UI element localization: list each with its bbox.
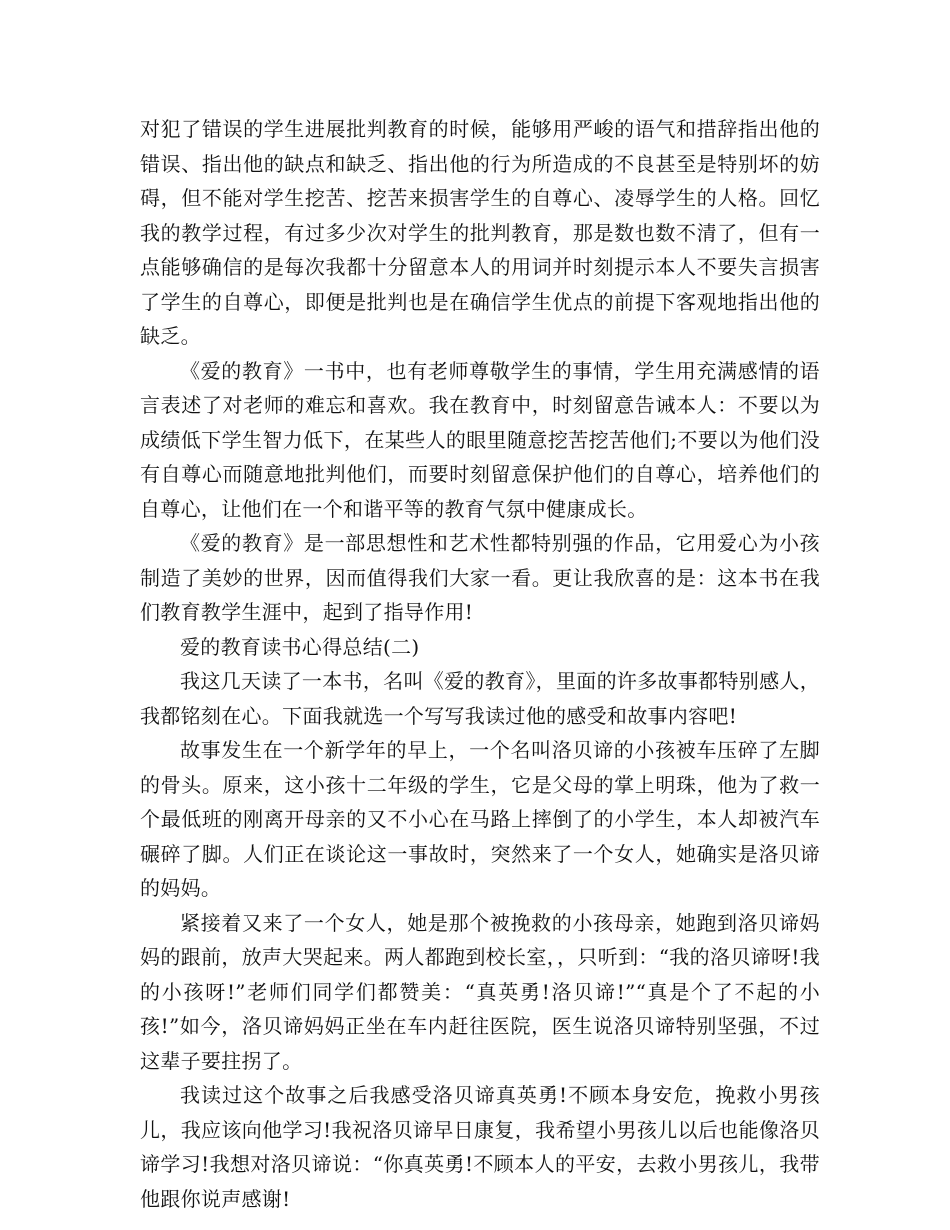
section-heading: 爱的教育读书心得总结(二)	[180, 634, 420, 659]
paragraph-5: 故事发生在一个新学年的早上，一个名叫洛贝谛的小孩被车压碎了左脚的骨头。原来，这小孩十二年级的学生，它是父母的掌上明珠，他为了救一个最低班的刚离开母亲的又不小心在马路上摔倒了的小学生，本人却被汽车碾碎了脚。人们正在谈论这一事故时，突然来了一个女人，她确实是洛贝谛的妈妈。	[140, 738, 820, 900]
paragraph-3: 《爱的教育》是一部思想性和艺术性都特别强的作品，它用爱心为小孩制造了美妙的世界，因而值得我们大家一看。更让我欣喜的是：这本书在我们教育教学生涯中，起到了指导作用!	[140, 531, 820, 624]
paragraph-2: 《爱的教育》一书中，也有老师尊敬学生的事情，学生用充满感情的语言表述了对老师的难忘和喜欢。我在教育中，时刻留意告诫本人：不要以为成绩低下学生智力低下，在某些人的眼里随意挖苦挖苦他们;不要以为他们没有自尊心而随意地批判他们，而要时刻留意保护他们的自尊心，培养他们的自尊心，让他们在一个和谐平等的教育气氛中健康成长。	[140, 358, 820, 521]
paragraph-1: 对犯了错误的学生进展批判教育的时候，能够用严峻的语气和措辞指出他的错误、指出他的缺点和缺乏、指出他的行为所造成的不良甚至是特别坏的妨碍，但不能对学生挖苦、挖苦来损害学生的自尊心、凌辱学生的人格。回忆我的教学过程，有过多少次对学生的批判教育，那是数也数不清了，但有一点能够确信的是每次我都十分留意本人的用词并时刻提示本人不要失言损害了学生的自尊心，即便是批判也是在确信学生优点的前提下客观地指出他的缺乏。	[140, 117, 820, 348]
document-body	[140, 112, 820, 1216]
paragraph-6: 紧接着又来了一个女人，她是那个被挽救的小孩母亲，她跑到洛贝谛妈妈的跟前，放声大哭起来。两人都跑到校长室，，只听到：“我的洛贝谛呀!我的小孩呀!”老师们同学们都赞美：“真英勇!洛贝谛!”“真是个了不起的小孩!”如今，洛贝谛妈妈正坐在车内赶往医院，医生说洛贝谛特别坚强，不过这辈子要拄拐了。	[140, 910, 820, 1073]
paragraph-4: 我这几天读了一本书，名叫《爱的教育》，里面的许多故事都特别感人，我都铭刻在心。下面我就选一个写写我读过他的感受和故事内容吧!	[140, 669, 820, 728]
paragraph-7: 我读过这个故事之后我感受洛贝谛真英勇!不顾本身安危，挽救小男孩儿，我应该向他学习!我祝洛贝谛早日康复，我希望小男孩儿以后也能像洛贝谛学习!我想对洛贝谛说：“你真英勇!不顾本人的平安，去救小男孩儿，我带他跟你说声感谢!	[140, 1083, 820, 1211]
